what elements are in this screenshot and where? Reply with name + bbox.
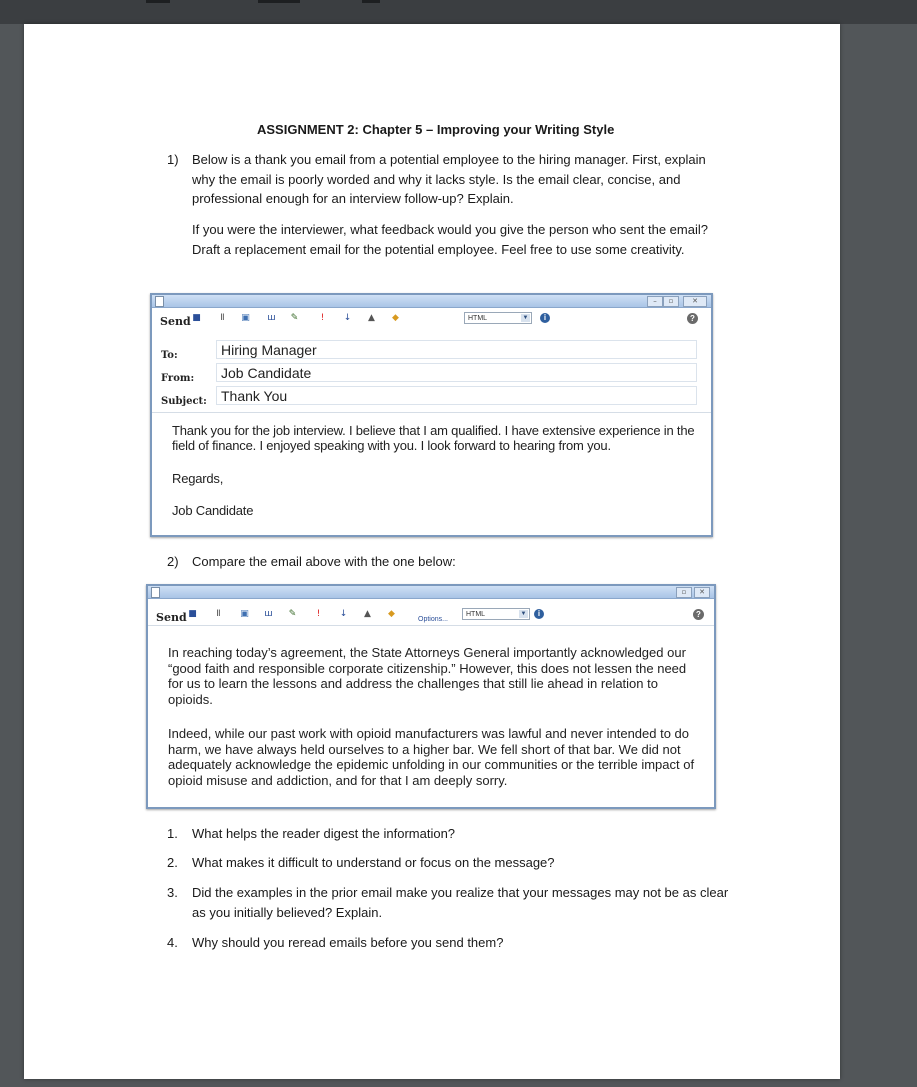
close-icon: ✕ (683, 296, 707, 307)
attach-icon: Ⅱ (220, 313, 225, 323)
list-item-number: 4. (167, 935, 178, 950)
format-value: HTML (468, 315, 488, 322)
document-icon (155, 296, 164, 307)
from-field: Job Candidate (216, 363, 697, 382)
email-1-body: Thank you for the job interview. I believe that I am qualified. I have extensive experience in the field of finance. I enjoyed speaking with you. I look forward to hearing from you. (172, 423, 695, 453)
question-1-number: 1) (167, 152, 179, 167)
document-icon (151, 587, 160, 598)
minimize-icon: – (647, 296, 663, 307)
question-2-number: 2) (167, 554, 179, 569)
format-value: HTML (466, 611, 486, 618)
flag-icon: ▲ (364, 609, 371, 619)
question-2-text: Compare the email above with the one below: (192, 554, 456, 569)
low-importance-icon: ↓ (339, 609, 348, 619)
email-1-closing: Regards, (172, 471, 224, 486)
restore-icon: ▫ (663, 296, 679, 307)
address-book-icon: ▣ (241, 313, 250, 323)
document-page (24, 24, 840, 1079)
to-label: To: (161, 350, 178, 361)
restore-icon: ▫ (676, 587, 692, 598)
toolbar-fragment (146, 0, 170, 3)
list-item: What helps the reader digest the information? (192, 826, 456, 841)
list-item-number: 3. (167, 885, 178, 900)
list-item-number: 2. (167, 855, 178, 870)
book-icon: ш (264, 609, 273, 619)
email-window-1 (150, 293, 713, 537)
chevron-down-icon: ▼ (520, 611, 527, 617)
info-icon: i (540, 313, 550, 323)
question-1-paragraph-1: Below is a thank you email from a potential employee to the hiring manager. First, explain why the email is poorly worded and why it lacks style. Is the email clear, concise, and professional enough for an interview follow-up? Explain. (192, 152, 706, 206)
assignment-title: ASSIGNMENT 2: Chapter 5 – Improving your Writing Style (257, 122, 615, 137)
email-window-2 (146, 584, 716, 809)
email-1-titlebar (152, 295, 711, 308)
send-button: Send (156, 611, 187, 624)
low-importance-icon: ↓ (343, 313, 352, 323)
high-importance-icon: ! (320, 313, 325, 323)
list-item: Did the examples in the prior email make you realize that your messages may not be as clear as you initially believed? Explain. (192, 885, 729, 920)
email-2-paragraph-1: In reaching today’s agreement, the State Attorneys General importantly acknowledged our “good faith and responsible corporate citizenship.” However, this does not lessen the need for us to learn the lessons and address the challenges that still lie ahead in relation to opioids. (168, 645, 687, 707)
question-1-paragraph-2: If you were the interviewer, what feedback would you give the person who sent the email? Draft a replacement email for the potential employee. Feel free to use some creativity. (192, 222, 708, 257)
list-item-number: 1. (167, 826, 178, 841)
toolbar-divider (148, 625, 714, 626)
save-icon: ■ (192, 313, 201, 323)
email-2-toolbar (148, 604, 714, 626)
info-icon: i (534, 609, 544, 619)
attach-icon: Ⅱ (216, 609, 221, 619)
close-icon: ✕ (694, 587, 710, 598)
from-label: From: (161, 373, 195, 384)
format-select (464, 312, 532, 324)
email-1-toolbar (152, 308, 711, 330)
check-names-icon: ✎ (290, 313, 299, 323)
tag-icon: ◆ (392, 313, 399, 323)
list-item: What makes it difficult to understand or focus on the message? (192, 855, 555, 870)
to-field: Hiring Manager (216, 340, 697, 359)
help-icon: ? (693, 609, 704, 620)
check-names-icon: ✎ (288, 609, 297, 619)
email-1-signature: Job Candidate (172, 503, 254, 518)
toolbar-fragment (362, 0, 380, 3)
email-2-paragraph-2: Indeed, while our past work with opioid manufacturers was lawful and never intended to do harm, we have always held ourselves to a higher bar. We fell short of that bar. We did not adequately acknowledge the epidemic unfolding in our communities or the terrible impact of opioid misuse and addiction, and for that I am deeply sorry. (168, 726, 695, 788)
subject-field: Thank You (216, 386, 697, 405)
save-icon: ■ (188, 609, 197, 619)
help-icon: ? (687, 313, 698, 324)
options-button: Options... (418, 616, 448, 623)
viewer-toolbar (0, 0, 917, 24)
high-importance-icon: ! (316, 609, 321, 619)
email-2-titlebar (148, 586, 714, 599)
header-divider (152, 412, 711, 413)
list-item: Why should you reread emails before you send them? (192, 935, 504, 950)
subject-label: Subject: (161, 396, 207, 407)
toolbar-fragment (258, 0, 300, 3)
send-button: Send (160, 315, 191, 328)
chevron-down-icon: ▼ (522, 315, 529, 321)
address-book-icon: ▣ (240, 609, 249, 619)
flag-icon: ▲ (368, 313, 375, 323)
tag-icon: ◆ (388, 609, 395, 619)
format-select (462, 608, 530, 620)
book-icon: ш (267, 313, 276, 323)
